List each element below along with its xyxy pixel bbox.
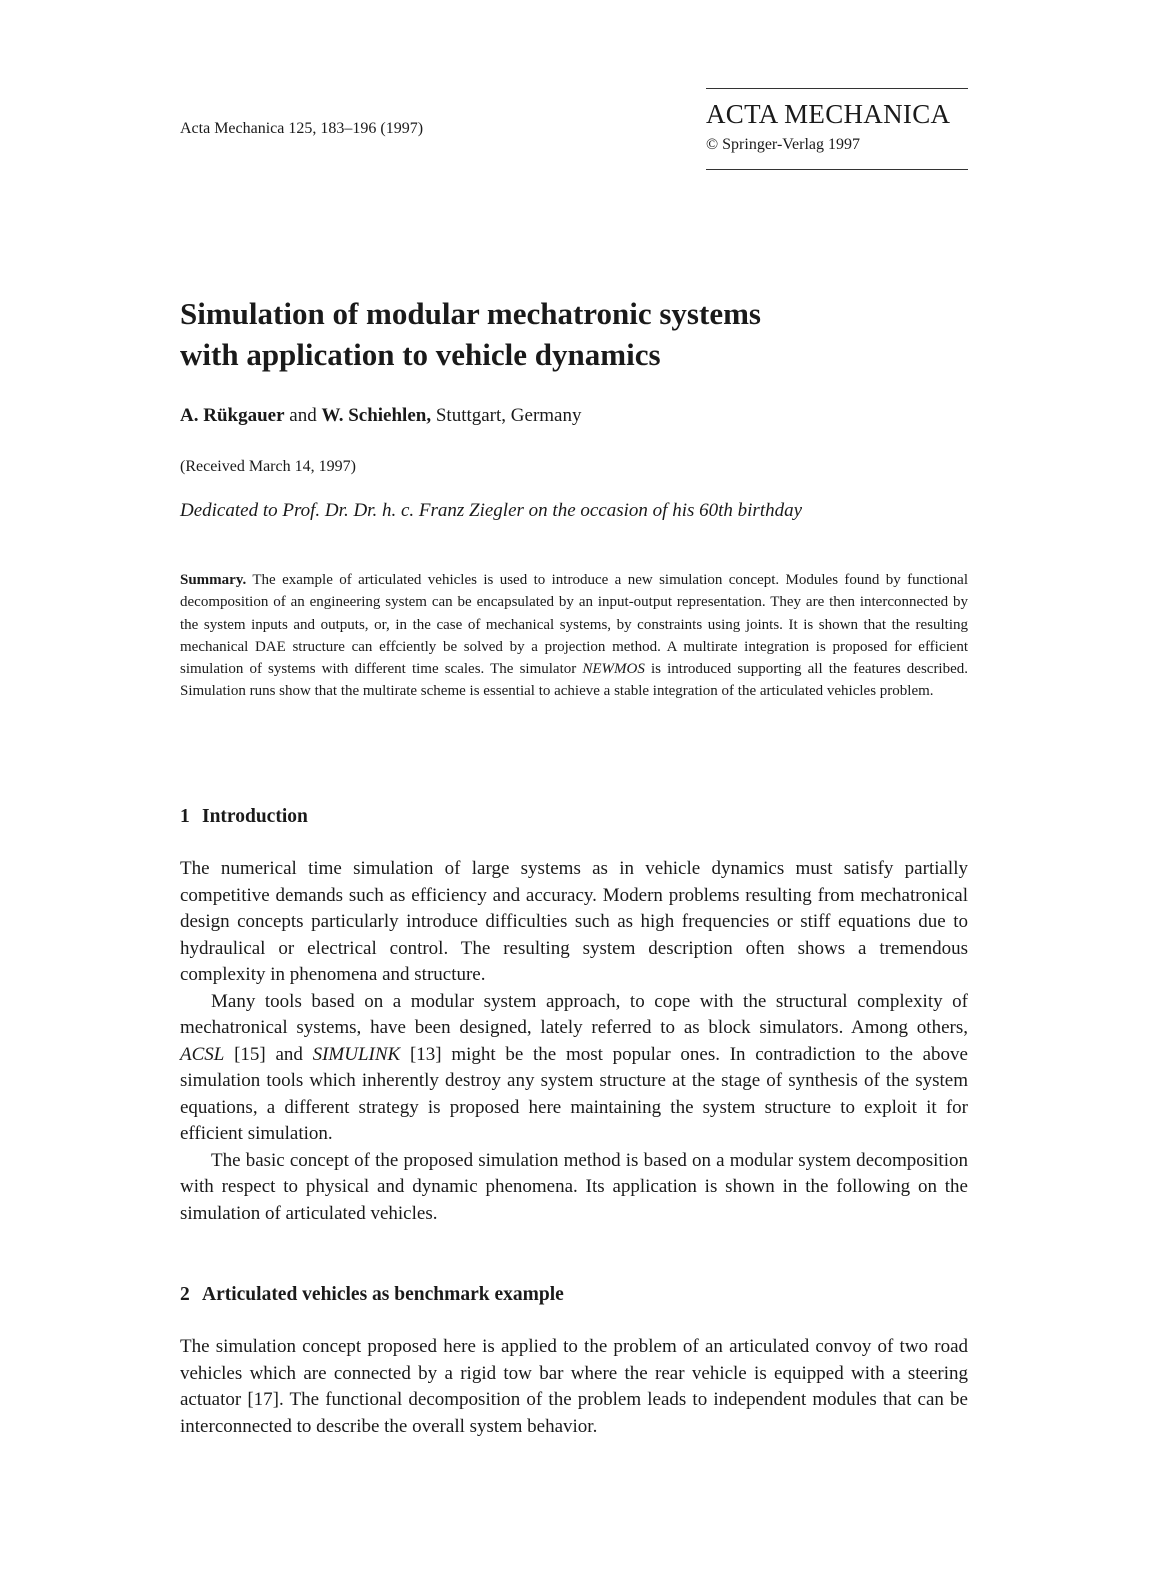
paper-title xyxy=(180,293,980,375)
title-line-2: with application to vehicle dynamics xyxy=(180,337,661,372)
journal-citation: Acta Mechanica 125, 183–196 (1997) xyxy=(180,120,424,137)
dedication: Dedicated to Prof. Dr. Dr. h. c. Franz Ziegler on the occasion of his 60th birthday xyxy=(180,500,803,521)
paragraph: The numerical time simulation of large systems as in vehicle dynamics must satisfy partially competitive demands such as efficiency and accuracy. Modern problems resulting from mechatronical design concepts particularly introduce difficulties such as high frequencies or stiff equations due to hydraulical or electrical control. The resulting system description often shows a tremendous complexity in phenomena and structure. xyxy=(180,858,968,985)
author-line xyxy=(180,405,581,427)
journal-name: ACTA MECHANICA xyxy=(706,99,951,129)
summary-label: Summary. xyxy=(180,572,247,588)
section-title: Introduction xyxy=(202,806,308,827)
section-heading-introduction xyxy=(180,806,308,828)
top-rule xyxy=(706,88,968,89)
summary-text-b: is introduced supporting all the features described. Simulation runs show that the multirate scheme is essential to achieve a stable integration of the articulated vehicles problem. xyxy=(180,661,969,700)
bottom-rule xyxy=(706,169,968,170)
journal-masthead xyxy=(706,88,968,170)
software-name: SIMULINK xyxy=(312,1043,401,1065)
copyright-notice: © Springer-Verlag 1997 xyxy=(706,136,861,153)
title-line-1: Simulation of modular mechatronic systems xyxy=(180,296,761,331)
section-heading-articulated-vehicles xyxy=(180,1284,564,1306)
received-date: (Received March 14, 1997) xyxy=(180,458,356,475)
section-number: 2 xyxy=(180,1284,190,1305)
affiliation: Stuttgart, Germany xyxy=(435,405,582,426)
author-2: W. Schiehlen, xyxy=(321,405,432,426)
section2-body xyxy=(180,1334,968,1440)
introduction-body xyxy=(180,856,968,1227)
author-conjunction: and xyxy=(289,405,317,426)
summary-abstract xyxy=(180,569,968,703)
section-number: 1 xyxy=(180,806,190,827)
paragraph: The basic concept of the proposed simulation method is based on a modular system decomposition with respect to physical and dynamic phenomena. Its application is shown in the following on the simulation of articulated vehicles. xyxy=(180,1149,968,1224)
paragraph: The simulation concept proposed here is applied to the problem of an articulated convoy of two road vehicles which are connected by a rigid tow bar where the rear vehicle is equipped with a steering actuator [17]. The functional decomposition of the problem leads to independent modules that can be interconnected to describe the overall system behavior. xyxy=(180,1336,968,1437)
simulator-name: NEWMOS xyxy=(582,661,645,678)
summary-text-a: The example of articulated vehicles is used to introduce a new simulation concept. Modules found by functional decomposition of an engineering system can be encapsulated by an input-output representation. They are then interconnected by the system inputs and outputs, or, in the case of mechanical systems, by constraints using joints. It is shown that the resulting mechanical DAE structure can effciently be solved by a projection method. A multirate integration is proposed for efficient simulation of systems with different time scales. The simulator xyxy=(180,572,968,678)
author-1: A. Rükgauer xyxy=(180,405,285,426)
software-name: ACSL xyxy=(180,1043,225,1065)
paragraph: Many tools based on a modular system approach, to cope with the structural complexity of mechatronical systems, have been designed, lately referred to as block simulators. Among others, ACSL [15] and SIMULINK [13] might be the most popular ones. In contradiction to the above simulation tools which inherently destroy any system structure at the stage of synthesis of the system equations, a different strategy is proposed here maintaining the system structure to exploit it for efficient simulation. xyxy=(180,990,968,1144)
section-title: Articulated vehicles as benchmark example xyxy=(202,1284,564,1305)
